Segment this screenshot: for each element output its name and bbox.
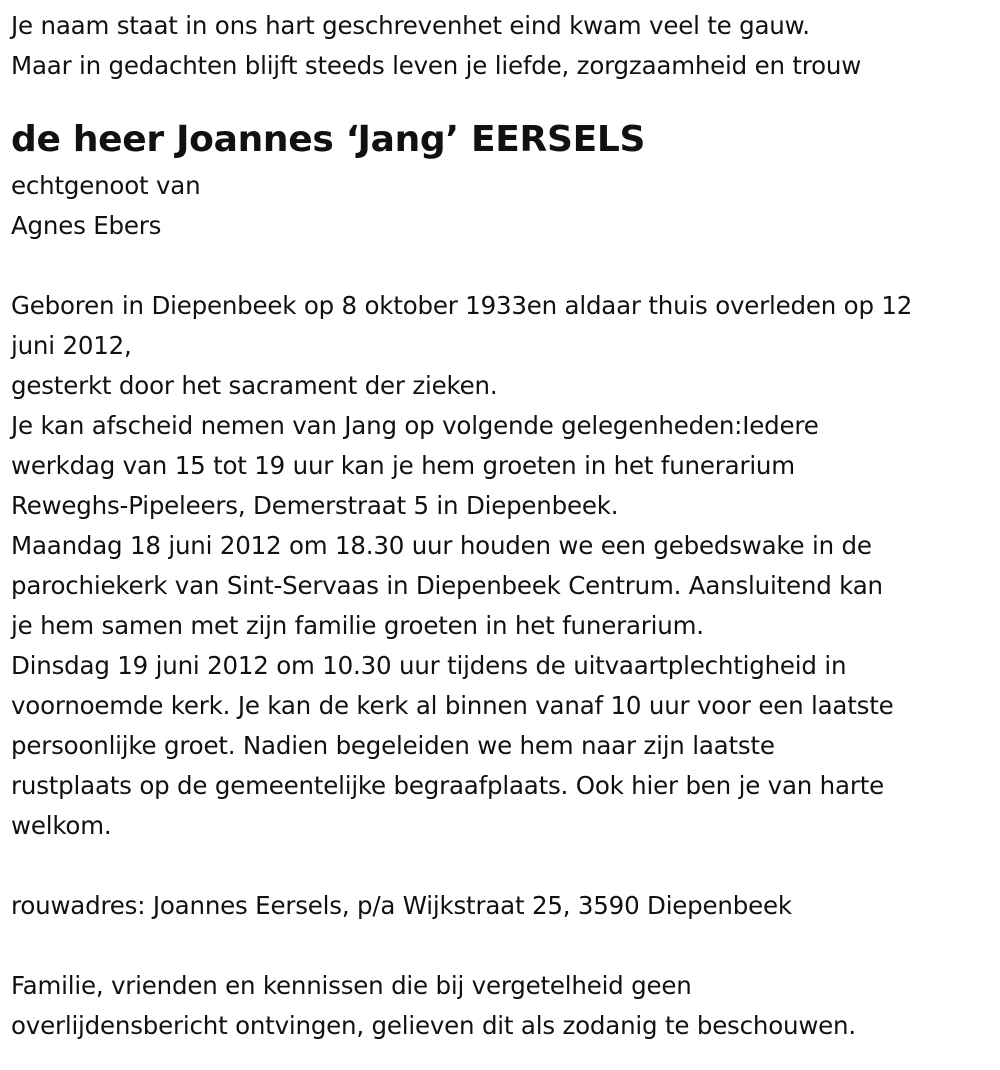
mourning-address: rouwadres: Joannes Eersels, p/a Wijkstraat 25, 3590 Diepenbeek <box>11 891 792 920</box>
obituary-document <box>11 6 996 1046</box>
body-line: gesterkt door het sacrament der zieken. <box>11 371 498 400</box>
poem-line: Je naam staat in ons hart geschrevenhet eind kwam veel te gauw. <box>11 11 810 40</box>
deceased-name: de heer Joannes ‘Jang’ EERSELS <box>11 119 646 160</box>
obituary-body <box>11 286 996 846</box>
closing-line: Familie, vrienden en kennissen die bij vergetelheid geen <box>11 971 692 1000</box>
body-line: persoonlijke groet. Nadien begeleiden we hem naar zijn laatste <box>11 731 775 760</box>
body-line: voornoemde kerk. Je kan de kerk al binnen vanaf 10 uur voor een laatste <box>11 691 894 720</box>
body-line: Dinsdag 19 juni 2012 om 10.30 uur tijdens de uitvaartplechtigheid in <box>11 651 847 680</box>
spacer <box>11 926 996 966</box>
body-line: Je kan afscheid nemen van Jang op volgende gelegenheden:Iedere <box>11 411 819 440</box>
body-line: Geboren in Diepenbeek op 8 oktober 1933en aldaar thuis overleden op 12 <box>11 291 913 320</box>
body-line: Maandag 18 juni 2012 om 18.30 uur houden we een gebedswake in de <box>11 531 872 560</box>
body-line: juni 2012, <box>11 331 132 360</box>
body-line: Reweghs-Pipeleers, Demerstraat 5 in Diepenbeek. <box>11 491 619 520</box>
body-line: parochiekerk van Sint-Servaas in Diepenbeek Centrum. Aansluitend kan <box>11 571 883 600</box>
spouse-name: Agnes Ebers <box>11 211 162 240</box>
body-line: werkdag van 15 tot 19 uur kan je hem groeten in het funerarium <box>11 451 795 480</box>
body-line: welkom. <box>11 811 112 840</box>
relation-text: echtgenoot van <box>11 171 201 200</box>
spacer <box>11 246 996 286</box>
body-line: rustplaats op de gemeentelijke begraafplaats. Ook hier ben je van harte <box>11 771 884 800</box>
spacer <box>11 846 996 886</box>
closing-note <box>11 966 996 1046</box>
closing-line: overlijdensbericht ontvingen, gelieven dit als zodanig te beschouwen. <box>11 1011 856 1040</box>
poem <box>11 6 996 86</box>
body-line: je hem samen met zijn familie groeten in het funerarium. <box>11 611 704 640</box>
poem-line: Maar in gedachten blijft steeds leven je liefde, zorgzaamheid en trouw <box>11 51 862 80</box>
